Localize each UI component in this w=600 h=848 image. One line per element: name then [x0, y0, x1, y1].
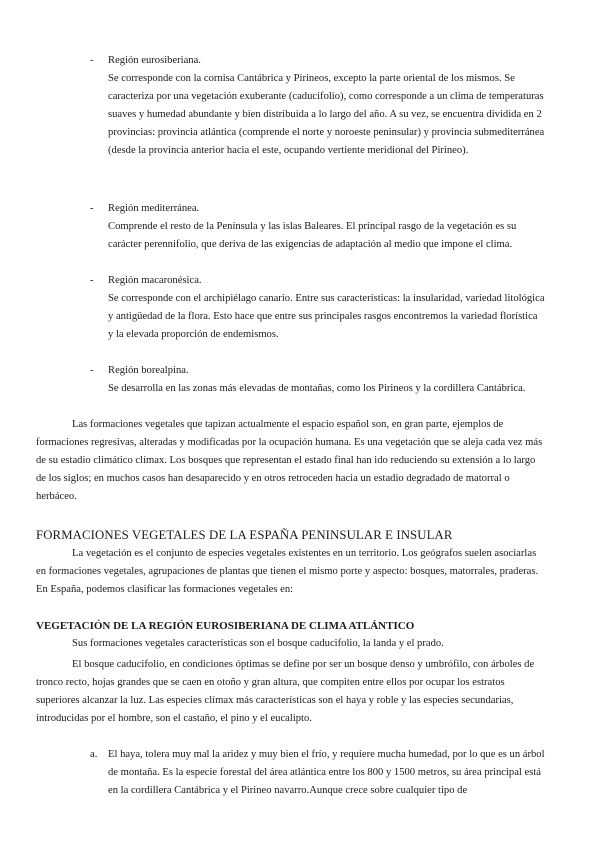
subsection-paragraph-2: El bosque caducifolio, en condiciones óptimas se define por ser un bosque denso y umbrófilo, con árboles de tronco recto, hojas grandes que se caen en otoño y gran altura, que compiten entre ellos por ocupar los estratos superiores alcanzar la luz. Las especies clímax más características son el haya y roble y las especies secundarias, introducidas por el hombre, son el castaño, el pino y el eucalipto.	[36, 659, 535, 724]
subsection-paragraph-1: Sus formaciones vegetales características son el bosque caducifolio, la landa y el prado.	[72, 638, 444, 649]
region-title: Región borealpina.	[108, 365, 189, 376]
region-title: Región eurosiberiana.	[108, 55, 201, 66]
list-item-text: El haya, tolera muy mal la aridez y muy bien el frío, y requiere mucha humedad, por lo que es un árbol de montaña. Es la especie forestal del área atlántica entre los 800 y 1500 metros, su área principal está en la cordillera Cantábrica y el Pirineo navarro.Aunque crece sobre cualquier tipo de	[108, 749, 545, 796]
region-title: Región mediterránea.	[108, 203, 200, 214]
section-title: FORMACIONES VEGETALES DE LA ESPAÑA PENINSULAR E INSULAR	[36, 528, 453, 542]
list-marker: a.	[90, 749, 98, 760]
region-text: Comprende el resto de la Península y las islas Baleares. El principal rasgo de la vegetación es su carácter perennifolio, que deriva de las exigencias de adaptación al medio que impone el clima.	[108, 221, 517, 250]
bullet-dash: -	[90, 275, 94, 286]
paragraph-formaciones: Las formaciones vegetales que tapizan actualmente el espacio español son, en gran parte, ejemplos de formaciones regresivas, alteradas y modificadas por la ocupación humana. Es una vegetación que se aleja cada vez más de su estadio climático clímax. Los bosques que representan el estado final han ido reduciendo su extensión a lo largo de los siglos; en muchos casos han desaparecido y en otros retroceden hacia un estadio degradado de matorral o herbáceo.	[36, 419, 543, 502]
region-text: Se corresponde con la cornisa Cantábrica y Pirineos, excepto la parte oriental de los mismos. Se caracteriza por una vegetación exuberante (caducifolio), como corresponde a un clima de temperaturas suaves y humedad abundante y bien distribuida a lo largo del año. A su vez, se encuentra dividida en 2 provincias: provincia atlántica (comprende el norte y noroeste peninsular) y provincia submediterránea (desde la provincia anterior hacia el este, ocupando vertiente meridional del Pirineo).	[108, 73, 545, 156]
bullet-dash: -	[90, 55, 94, 66]
bullet-dash: -	[90, 365, 94, 376]
region-title: Región macaronésica.	[108, 275, 202, 286]
section-intro: La vegetación es el conjunto de especies vegetales existentes en un territorio. Los geógrafos suelen asociarlas en formaciones vegetales, agrupaciones de plantas que tienen el mismo porte y aspecto: bosques, matorrales, praderas. En España, podemos clasificar las formaciones vegetales en:	[36, 548, 539, 595]
region-text: Se desarrolla en las zonas más elevadas de montañas, como los Pirineos y la cordillera Cantábrica.	[108, 383, 526, 394]
bullet-dash: -	[90, 203, 94, 214]
subsection-title: VEGETACIÓN DE LA REGIÓN EUROSIBERIANA DE CLIMA ATLÁNTICO	[36, 620, 415, 632]
region-text: Se corresponde con el archipiélago canario. Entre sus características: la insularidad, variedad litológica y antigüedad de la flora. Esto hace que entre sus principales rasgos encontremos la variedad florística y la elevada proporción de endemismos.	[108, 293, 545, 340]
